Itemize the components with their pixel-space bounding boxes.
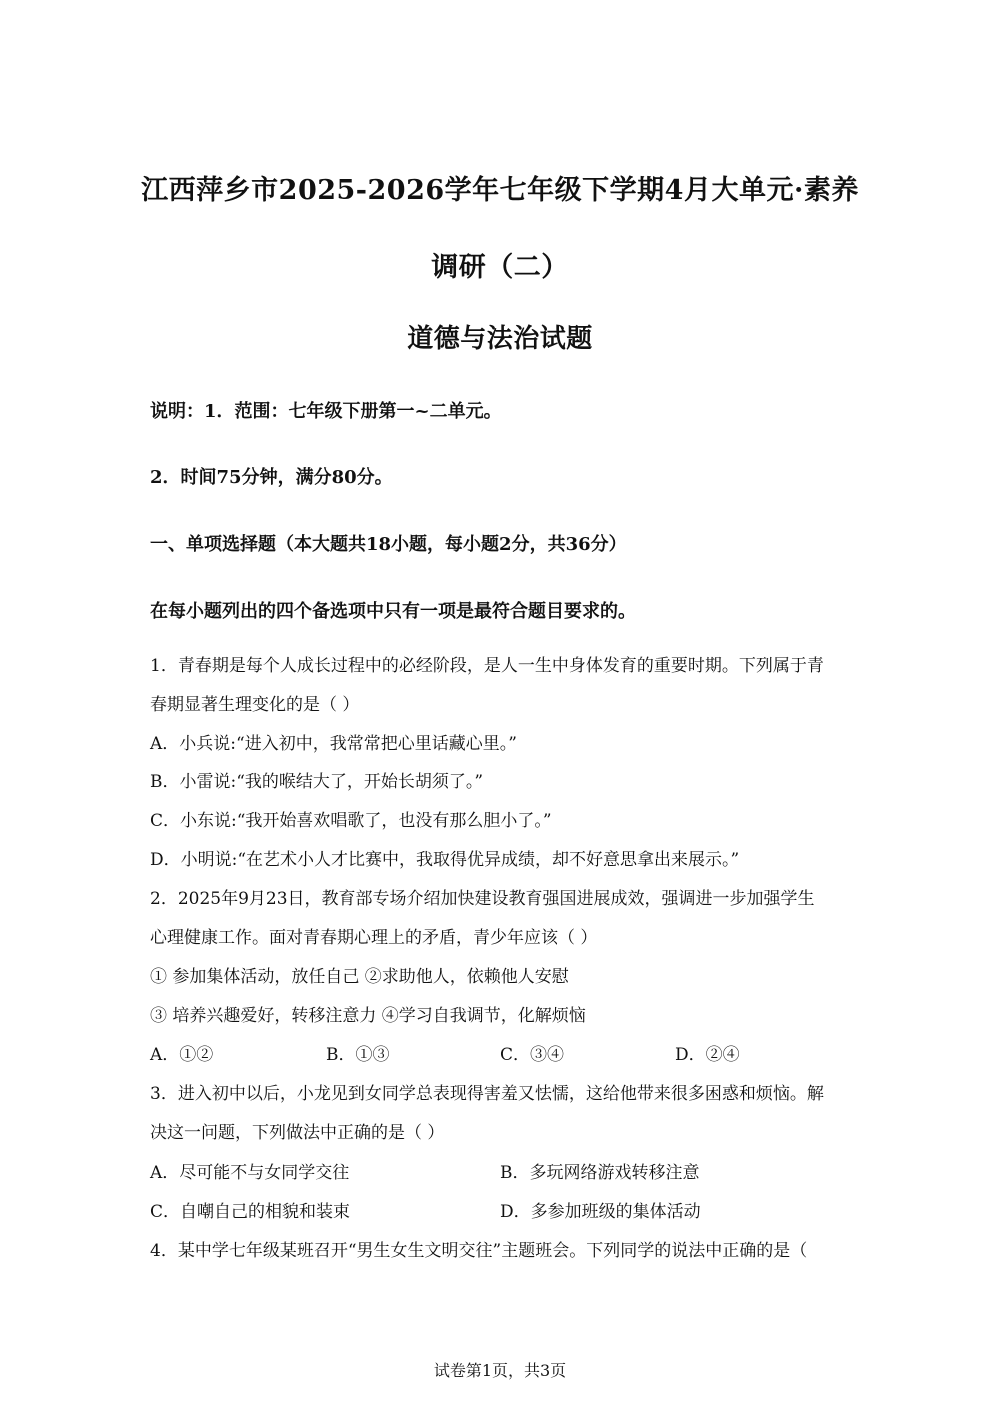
- exam-title-line1: 江西萍乡市2025-2026学年七年级下学期4月大单元·素养: [141, 175, 859, 206]
- question-2-option-c: C．③④: [500, 1045, 565, 1065]
- note-time: 2．时间75分钟，满分80分。: [150, 467, 393, 488]
- question-3-option-b: B．多玩网络游戏转移注意: [500, 1163, 700, 1183]
- question-1-stem-line2: 春期显著生理变化的是（ ）: [150, 695, 360, 715]
- question-2-statements-line2: ③ 培养兴趣爱好，转移注意力 ④学习自我调节，化解烦恼: [150, 1006, 586, 1026]
- note-scope: 说明：1．范围：七年级下册第一~二单元。: [150, 401, 502, 422]
- question-2-option-b: B．①③: [326, 1045, 390, 1065]
- question-3-option-d: D．多参加班级的集体活动: [500, 1202, 701, 1222]
- question-1-option-d: D．小明说:“在艺术小人才比赛中，我取得优异成绩，却不好意思拿出来展示。”: [150, 850, 740, 870]
- question-1-option-b: B．小雷说:“我的喉结大了，开始长胡须了。”: [150, 772, 484, 792]
- exam-title-line2: 调研（二）: [431, 252, 569, 283]
- question-2-option-a: A．①②: [150, 1045, 214, 1065]
- question-3-stem-line1: 3．进入初中以后，小龙见到女同学总表现得害羞又怯懦，这给他带来很多困惑和烦恼。解: [150, 1084, 824, 1104]
- exam-subtitle: 道德与法治试题: [407, 324, 593, 354]
- section-instruction: 在每小题列出的四个备选项中只有一项是最符合题目要求的。: [150, 601, 636, 622]
- question-2-option-d: D．②④: [675, 1045, 740, 1065]
- question-2-statements-line1: ① 参加集体活动，放任自己 ②求助他人，依赖他人安慰: [150, 967, 569, 987]
- question-2-stem-line1: 2．2025年9月23日，教育部专场介绍加快建设教育强国进展成效，强调进一步加强学生: [150, 889, 815, 909]
- question-1-option-c: C．小东说:“我开始喜欢唱歌了，也没有那么胆小了。”: [150, 811, 552, 831]
- question-2-stem-line2: 心理健康工作。面对青春期心理上的矛盾，青少年应该（ ）: [150, 928, 598, 948]
- question-3-option-a: A．尽可能不与女同学交往: [150, 1163, 350, 1183]
- section-heading: 一、单项选择题（本大题共18小题，每小题2分，共36分）: [150, 534, 627, 555]
- question-1-option-a: A．小兵说:“进入初中，我常常把心里话藏心里。”: [150, 734, 517, 754]
- question-3-stem-line2: 决这一问题，下列做法中正确的是（ ）: [150, 1123, 445, 1143]
- page-footer: 试卷第1页，共3页: [433, 1361, 567, 1380]
- question-4-stem-line1: 4．某中学七年级某班召开“男生女生文明交往”主题班会。下列同学的说法中正确的是（: [150, 1241, 808, 1261]
- question-3-option-c: C．自嘲自己的相貌和装束: [150, 1202, 351, 1222]
- question-1-stem-line1: 1．青春期是每个人成长过程中的必经阶段，是人一生中身体发育的重要时期。下列属于青: [150, 656, 824, 676]
